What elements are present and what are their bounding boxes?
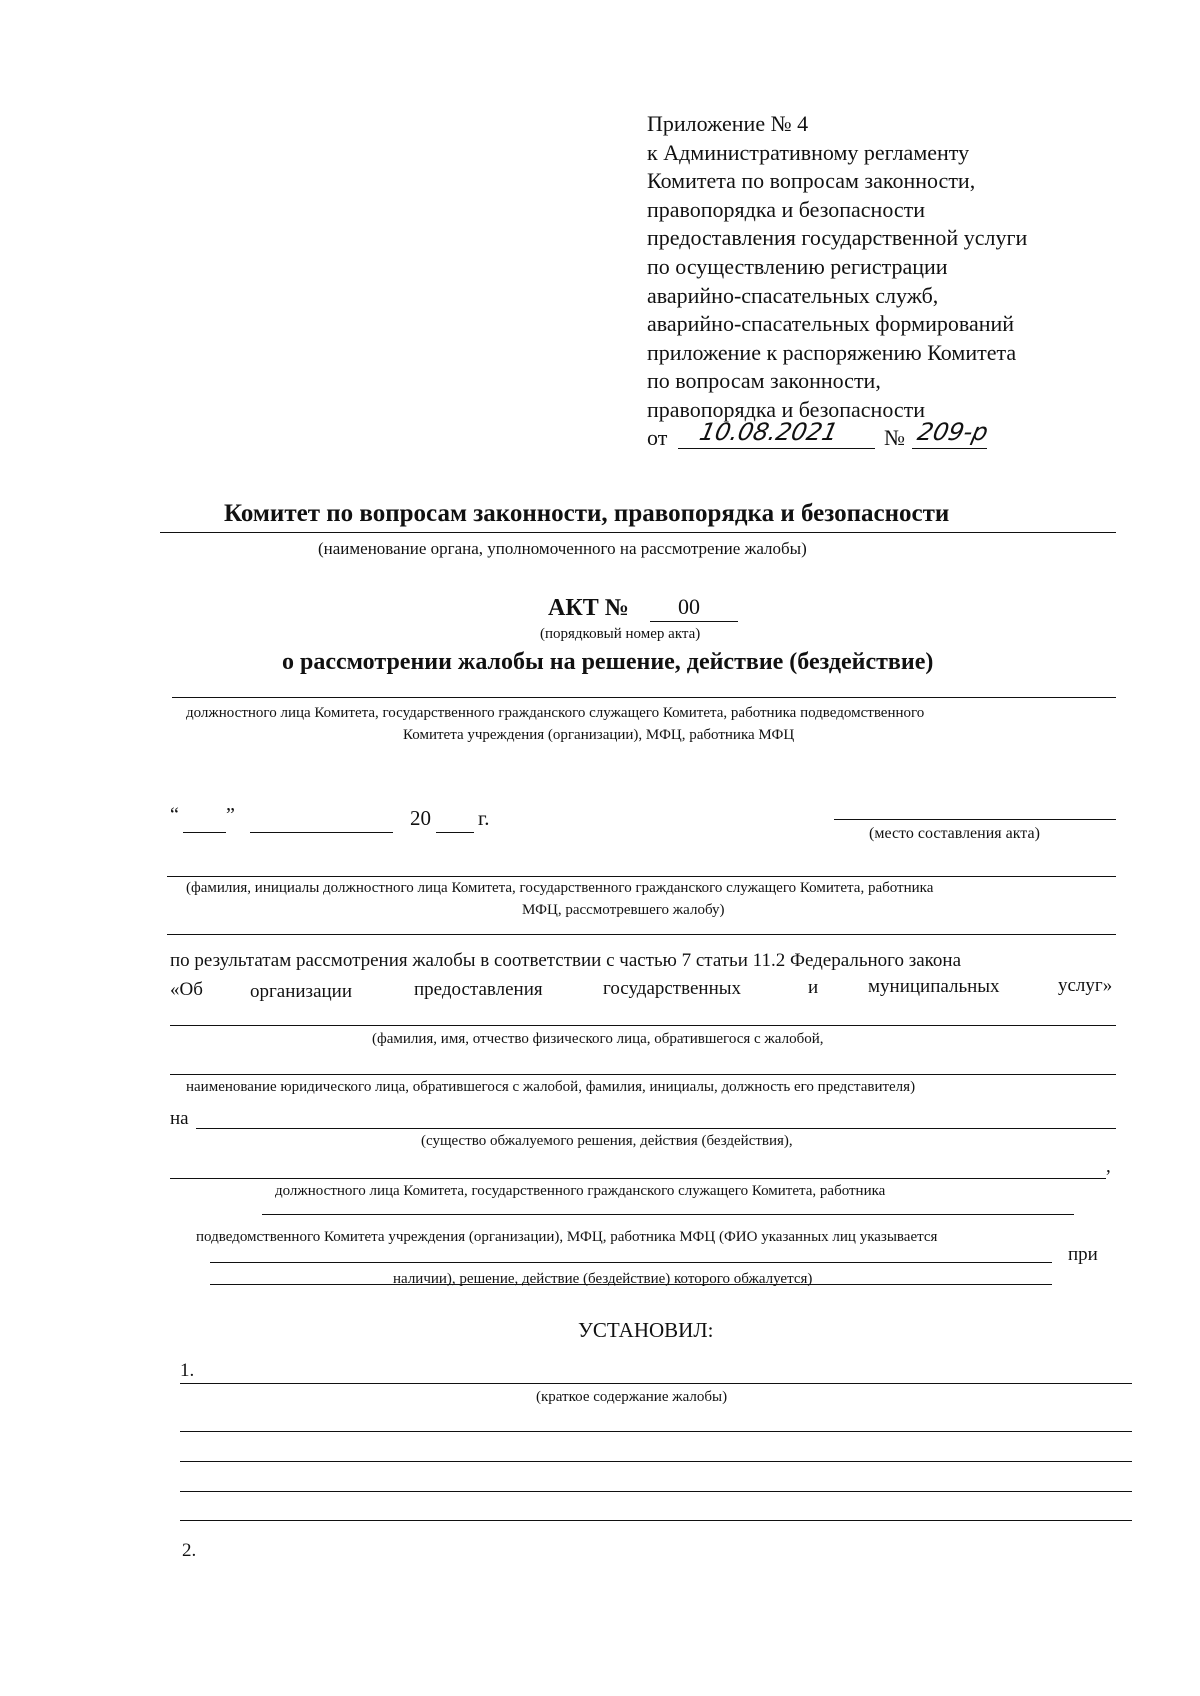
item-number: 2. bbox=[182, 1540, 197, 1561]
item-number: 1. bbox=[180, 1360, 195, 1381]
item1-blank-line-2 bbox=[180, 1431, 1132, 1432]
org-caption: (наименование органа, уполномоченного на рассмотрение жалобы) bbox=[318, 539, 807, 558]
date-underline bbox=[678, 448, 875, 449]
subject-tail: при bbox=[1068, 1244, 1098, 1265]
subject-caption: подведомственного Комитета учреждения (организации), МФЦ, работника МФЦ (ФИО указанных лиц указывается bbox=[196, 1229, 938, 1245]
applicant-caption: наименование юридического лица, обратившегося с жалобой, фамилия, инициалы, должность его представителя) bbox=[186, 1079, 916, 1095]
day-blank bbox=[183, 832, 226, 833]
place-blank bbox=[834, 819, 1116, 820]
on-label: на bbox=[170, 1108, 189, 1129]
law-text-word: «Об bbox=[170, 979, 203, 1000]
appendix-line: Приложение № 4 bbox=[647, 111, 809, 136]
appendix-line: к Административному регламенту bbox=[647, 139, 970, 165]
item1-blank-line bbox=[180, 1383, 1132, 1384]
subject-blank-line-3 bbox=[262, 1214, 1074, 1215]
subject-caption: должностного лица Комитета, государственного гражданского служащего Комитета, работника bbox=[275, 1183, 886, 1199]
law-text-word: государственных bbox=[603, 978, 742, 999]
act-number-underline bbox=[650, 621, 738, 622]
reviewer-blank-line-2 bbox=[167, 934, 1116, 935]
law-text-word: и bbox=[808, 977, 819, 998]
applicant-caption: (фамилия, имя, отчество физического лица, обратившегося с жалобой, bbox=[372, 1031, 824, 1047]
subject-caption: (существо обжалуемого решения, действия (бездействия), bbox=[421, 1133, 793, 1149]
appendix-block bbox=[647, 110, 1027, 425]
appendix-line: приложение к распоряжению Комитета bbox=[647, 339, 1017, 365]
subject-caption: наличии), решение, действие (бездействие) которого обжалуется) bbox=[393, 1271, 813, 1287]
applicant-blank-line bbox=[170, 1025, 1116, 1026]
act-subject: о рассмотрении жалобы на решение, действие (бездействие) bbox=[282, 649, 934, 675]
year-blank bbox=[436, 832, 474, 833]
org-name: Комитет по вопросам законности, правопорядка и безопасности bbox=[224, 500, 950, 527]
official-blank-line bbox=[172, 697, 1116, 698]
year-prefix: 20 bbox=[410, 806, 431, 830]
appendix-line: аварийно-спасательных формирований bbox=[647, 311, 1015, 337]
appendix-line: по вопросам законности, bbox=[647, 368, 881, 394]
reviewer-caption: МФЦ, рассмотревшего жалобу) bbox=[522, 902, 725, 918]
handwritten-date: 10.08.2021 bbox=[697, 418, 841, 446]
item1-blank-line-3 bbox=[180, 1461, 1132, 1462]
appendix-line: предоставления государственной услуги bbox=[647, 225, 1028, 251]
applicant-blank-line-2 bbox=[170, 1074, 1116, 1075]
appendix-line: правопорядка и безопасности bbox=[647, 396, 926, 422]
law-text: по результатам рассмотрения жалобы в соответствии с частью 7 статьи 11.2 Федерального закона bbox=[170, 950, 962, 971]
month-blank bbox=[250, 832, 393, 833]
law-text-word: муниципальных bbox=[868, 976, 1000, 997]
law-text-word: предоставления bbox=[414, 979, 543, 1000]
item1-blank-line-5 bbox=[180, 1520, 1132, 1521]
act-number-caption: (порядковый номер акта) bbox=[540, 626, 701, 642]
subject-blank-line-4 bbox=[210, 1262, 1052, 1263]
place-caption: (место составления акта) bbox=[869, 825, 1040, 842]
number-label: № bbox=[884, 425, 905, 450]
official-caption: Комитета учреждения (организации), МФЦ, работника МФЦ bbox=[403, 727, 795, 743]
subject-blank-line bbox=[196, 1128, 1116, 1129]
year-suffix: г. bbox=[478, 806, 490, 830]
appendix-line: правопорядка и безопасности bbox=[647, 196, 926, 222]
law-text-word: организации bbox=[250, 981, 353, 1002]
established-heading: УСТАНОВИЛ: bbox=[578, 1318, 714, 1342]
reviewer-blank-line bbox=[167, 876, 1116, 877]
reviewer-caption: (фамилия, инициалы должностного лица Комитета, государственного гражданского служащего Комитета, работника bbox=[186, 880, 934, 896]
act-number: 00 bbox=[678, 594, 700, 619]
date-close-quote: ” bbox=[226, 804, 235, 826]
handwritten-number: 209-р bbox=[915, 418, 991, 446]
date-open-quote: “ bbox=[170, 804, 179, 826]
appendix-line: Комитета по вопросам законности, bbox=[647, 168, 976, 194]
act-label: АКТ № bbox=[548, 595, 629, 621]
item1-caption: (краткое содержание жалобы) bbox=[536, 1389, 728, 1405]
number-underline bbox=[912, 448, 987, 449]
from-label: от bbox=[647, 425, 668, 450]
subject-blank-line-2 bbox=[170, 1178, 1106, 1179]
subject-comma: , bbox=[1106, 1156, 1111, 1177]
law-text-word: услуг» bbox=[1058, 975, 1113, 996]
appendix-line: аварийно-спасательных служб, bbox=[647, 282, 939, 308]
appendix-line: по осуществлению регистрации bbox=[647, 253, 948, 279]
official-caption: должностного лица Комитета, государственного гражданского служащего Комитета, работника подведомственного bbox=[186, 705, 925, 721]
org-name-underline bbox=[160, 532, 1116, 533]
item1-blank-line-4 bbox=[180, 1491, 1132, 1492]
